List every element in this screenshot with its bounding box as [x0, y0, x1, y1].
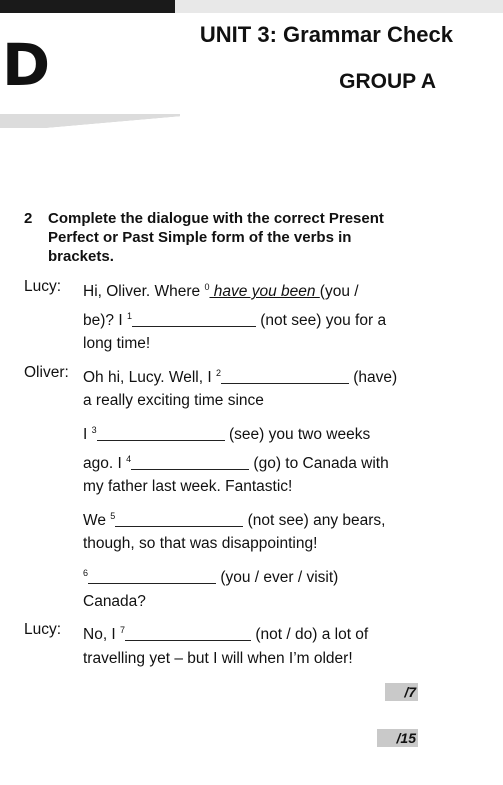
text-segment: a really exciting time since: [83, 392, 264, 410]
text-segment: ago. I: [83, 454, 127, 472]
gap-number: 7: [120, 625, 126, 636]
text-segment: (not see) any bears,: [243, 511, 386, 529]
dialogue-text: [83, 592, 146, 612]
gap-number: 1: [126, 310, 132, 321]
text-segment: (have): [348, 368, 398, 386]
text-segment: (not / do) a lot of: [251, 626, 369, 644]
text-segment: my father last week. Fantastic!: [83, 478, 293, 496]
answer-blank[interactable]: [131, 454, 249, 470]
instruction-text: Complete the dialogue with the correct Present Perfect or Past Simple form of the verbs in brackets.: [48, 210, 384, 265]
text-segment: Canada?: [83, 592, 146, 610]
dialogue-text: [83, 506, 385, 531]
dialogue-text: [83, 449, 389, 474]
dialogue-text: [83, 334, 150, 354]
example-answer: have you been: [209, 283, 320, 300]
gap-number: 4: [126, 453, 132, 464]
gap-number: 0: [204, 282, 210, 292]
dialogue-text: [83, 277, 359, 302]
exercise-score-box: /7: [385, 683, 418, 701]
top-decorative-bar: [0, 0, 503, 13]
answer-blank[interactable]: [97, 425, 225, 441]
answer-blank[interactable]: [125, 625, 251, 641]
gap-number: 5: [110, 510, 116, 521]
dialogue-text: [83, 620, 368, 645]
gap-number: 2: [215, 367, 221, 378]
answer-blank[interactable]: [115, 511, 243, 527]
text-segment: long time!: [83, 335, 151, 353]
unit-title: UNIT 3: Grammar Check: [199, 22, 453, 47]
gap-number: 3: [91, 425, 97, 435]
dialogue-text: [83, 420, 370, 445]
text-segment: be)? I: [83, 311, 127, 329]
text-segment: (not see) you for a: [255, 311, 387, 329]
text-segment: (see) you two weeks: [224, 426, 371, 443]
text-segment: We: [83, 511, 111, 529]
text-segment: (you /: [319, 283, 359, 300]
text-segment: I: [83, 426, 92, 443]
exercise-instruction: [24, 209, 414, 266]
decorative-stripe: [0, 114, 180, 128]
group-title: GROUP A: [339, 70, 436, 93]
dialogue-text: [83, 391, 264, 411]
dialogue-text: [83, 363, 397, 388]
text-segment: (go) to Canada with: [249, 454, 389, 472]
speaker-label: Lucy:: [24, 621, 62, 639]
dialogue-text: [83, 649, 353, 669]
text-segment: No, I: [83, 626, 121, 644]
speaker-label: Oliver:: [24, 363, 69, 381]
total-score-box: /15: [377, 729, 418, 747]
text-segment: travelling yet – but I will when I’m older!: [83, 649, 353, 667]
text-segment: Hi, Oliver. Where: [83, 283, 205, 300]
unit-letter: D: [2, 31, 51, 99]
gap-number: 6: [83, 568, 89, 578]
text-segment: Oh hi, Lucy. Well, I: [83, 368, 216, 386]
text-segment: though, so that was disappointing!: [83, 535, 318, 553]
exercise-number: 2: [24, 210, 33, 227]
dialogue-text: [83, 477, 292, 497]
dialogue-text: [83, 306, 386, 331]
answer-blank[interactable]: [88, 568, 216, 584]
dialogue-text: [83, 534, 317, 554]
dialogue-text: [83, 563, 338, 588]
answer-blank[interactable]: [132, 311, 256, 327]
text-segment: (you / ever / visit): [216, 569, 339, 586]
speaker-label: Lucy:: [24, 278, 62, 295]
answer-blank[interactable]: [221, 368, 349, 384]
